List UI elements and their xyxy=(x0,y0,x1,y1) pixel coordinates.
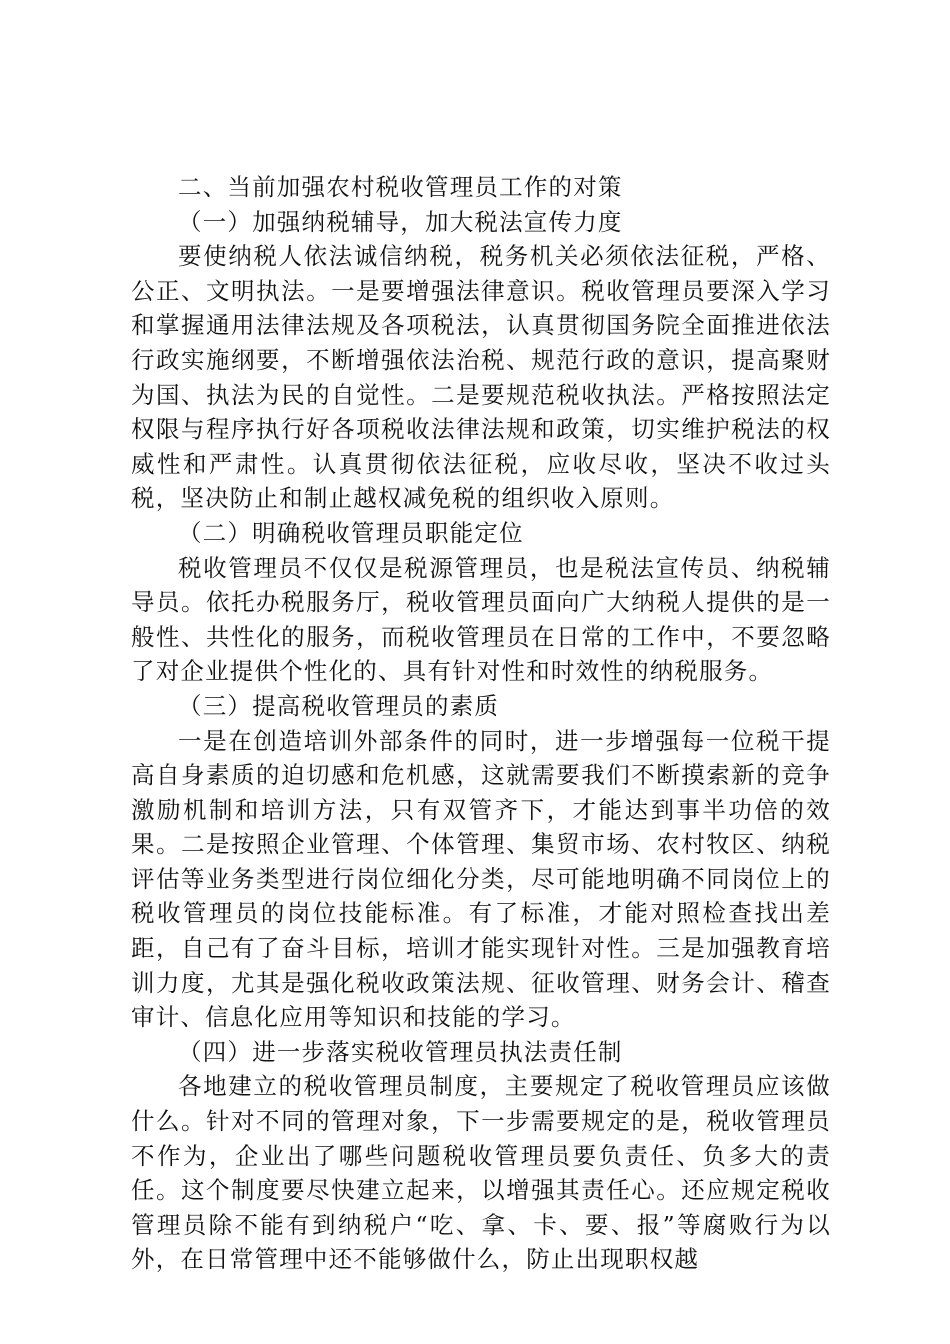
paragraph-3: 一是在创造培训外部条件的同时，进一步增强每一位税干提高自身素质的迫切感和危机感，这就需要我们不断摸索新的竞争激励机制和培训方法，只有双管齐下，才能达到事半功倍的效果。二是按照企业管理、个体管理、集贸市场、农村牧区、纳税评估等业务类型进行岗位细化分类，尽可能地明确不同岗位上的税收管理员的岗位技能标准。有了标准，才能对照检查找出差距，自己有了奋斗目标，培训才能实现针对性。三是加强教育培训力度，尤其是强化税收政策法规、征收管理、财务会计、稽查审计、信息化应用等知识和技能的学习。 xyxy=(131,726,831,1032)
subsection-heading-2: （二）明确税收管理员职能定位 xyxy=(178,518,524,547)
subsection-heading-1: （一）加强纳税辅导，加大税法宣传力度 xyxy=(178,207,623,236)
subsection-heading-4: （四）进一步落实税收管理员执法责任制 xyxy=(178,1037,623,1066)
paragraph-1: 要使纳税人依法诚信纳税，税务机关必须依法征税，严格、公正、文明执法。一是要增强法律意识。税收管理员要深入学习和掌握通用法律法规及各项税法，认真贯彻国务院全面推进依法行政实施纲要，不断增强依法治税、规范行政的意识，提高聚财为国、执法为民的自觉性。二是要规范税收执法。严格按照法定权限与程序执行好各项税收法律法规和政策，切实维护税法的权威性和严肃性。认真贯彻依法征税，应收尽收，坚决不收过头税，坚决防止和制止越权减免税的组织收入原则。 xyxy=(131,242,831,513)
section-title: 二、当前加强农村税收管理员工作的对策 xyxy=(178,173,623,201)
paragraph-4: 各地建立的税收管理员制度，主要规定了税收管理员应该做什么。针对不同的管理对象，下一步需要规定的是，税收管理员不作为，企业出了哪些问题税收管理员要负责任、负多大的责任。这个制度要尽快建立起来，以增强其责任心。还应规定税收管理员除不能有到纳税户“吃、拿、卡、要、报”等腐败行为以外，在日常管理中还不能够做什么，防止出现职权越 xyxy=(131,1072,831,1274)
document-body xyxy=(131,170,831,1277)
subsection-heading-3: （三）提高税收管理员的素质 xyxy=(178,691,500,720)
paragraph-2: 税收管理员不仅仅是税源管理员，也是税法宣传员、纳税辅导员。依托办税服务厅，税收管理员面向广大纳税人提供的是一般性、共性化的服务，而税收管理员在日常的工作中，不要忽略了对企业提供个性化的、具有针对性和时效性的纳税服务。 xyxy=(131,553,831,686)
